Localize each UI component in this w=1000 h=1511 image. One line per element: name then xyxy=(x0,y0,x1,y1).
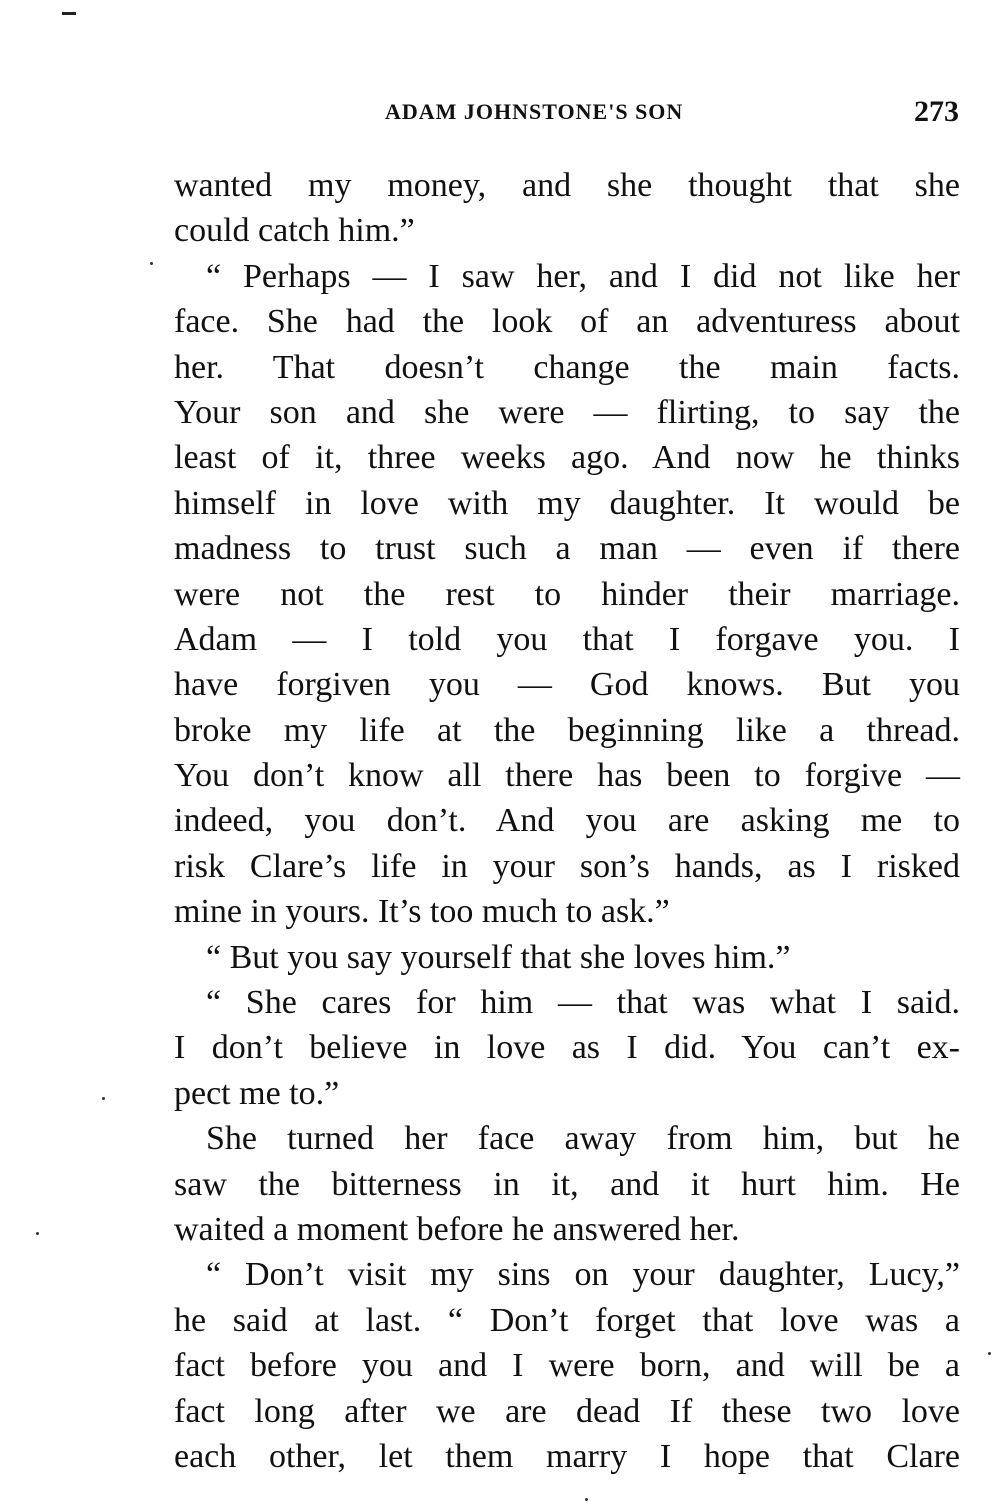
text-line: each other, let them marry I hope that Clare xyxy=(174,1437,960,1475)
text-line: were not the rest to hinder their marriage. xyxy=(174,575,960,613)
text-line: madness to trust such a man — even if there xyxy=(174,530,960,568)
text-line: face. She had the look of an adventuress about xyxy=(174,303,960,341)
running-head: ADAM JOHNSTONE'S SON xyxy=(385,99,684,124)
scan-speck xyxy=(36,1232,39,1235)
page-number: 273 xyxy=(914,95,959,128)
text-line: I don’t believe in love as I did. You can’t ex- xyxy=(174,1029,960,1067)
text-line: risk Clare’s life in your son’s hands, as I risked xyxy=(174,847,960,885)
text-line: “ She cares for him — that was what I said. xyxy=(206,984,960,1022)
text-line: have forgiven you — God knows. But you xyxy=(174,666,960,704)
body-text xyxy=(174,163,960,1479)
text-line: himself in love with my daughter. It would be xyxy=(174,484,960,522)
text-line: waited a moment before he answered her. xyxy=(174,1210,740,1248)
text-line: “ Perhaps — I saw her, and I did not like her xyxy=(206,257,960,295)
text-line: You don’t know all there has been to forgive — xyxy=(174,757,960,795)
text-line: fact long after we are dead If these two love xyxy=(174,1392,960,1430)
scan-speck xyxy=(150,262,153,265)
text-line: could catch him.” xyxy=(174,212,415,250)
text-line: he said at last. “ Don’t forget that love was a xyxy=(174,1301,960,1339)
text-line: broke my life at the beginning like a thread. xyxy=(174,711,960,749)
text-line: mine in yours. It’s too much to ask.” xyxy=(174,893,670,931)
text-line: wanted my money, and she thought that she xyxy=(174,167,960,204)
text-line: pect me to.” xyxy=(174,1074,340,1112)
scan-speck xyxy=(988,1352,991,1355)
text-line: Adam — I told you that I forgave you. I xyxy=(174,620,960,658)
text-line: indeed, you don’t. And you are asking me to xyxy=(174,802,960,840)
text-line: fact before you and I were born, and will be a xyxy=(174,1347,960,1385)
scan-speck xyxy=(102,1097,105,1100)
page-header xyxy=(175,95,965,135)
text-line: She turned her face away from him, but he xyxy=(206,1120,960,1158)
text-line: least of it, three weeks ago. And now he thinks xyxy=(174,439,960,477)
text-line: her. That doesn’t change the main facts. xyxy=(174,348,960,386)
text-line: Your son and she were — flirting, to say the xyxy=(174,393,960,431)
text-line: saw the bitterness in it, and it hurt him. He xyxy=(174,1165,960,1203)
text-line: “ But you say yourself that she loves him.” xyxy=(206,938,791,976)
scan-speck xyxy=(585,1498,588,1501)
scan-mark xyxy=(62,12,76,15)
text-line: “ Don’t visit my sins on your daughter, Lucy,” xyxy=(206,1256,960,1294)
